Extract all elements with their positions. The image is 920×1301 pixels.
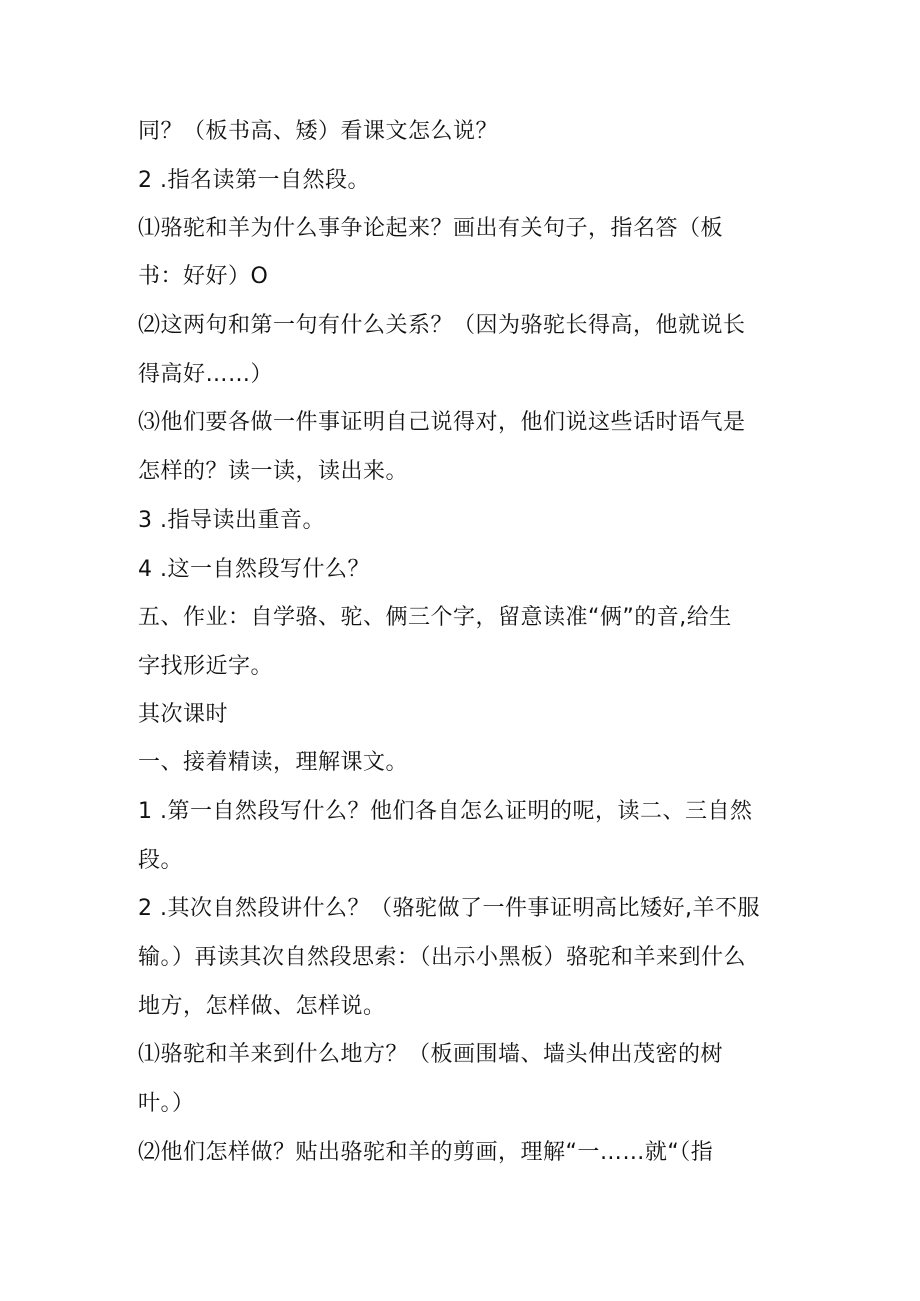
text-line-4: 书：好好）O — [138, 264, 269, 289]
text-line-15: 1 .第一自然段写什么？他们各自怎么证明的呢，读二、三自然 — [138, 799, 753, 824]
text-line-21: 叶。） — [138, 1091, 195, 1116]
text-line-1: 同？（板书高、矮）看课文怎么说？ — [138, 119, 499, 144]
text-line-2: 2 .指名读第一自然段。 — [138, 168, 370, 193]
text-line-10: 4 .这一自然段写什么？ — [138, 557, 370, 582]
text-line-8: 怎样的？读一读，读出来。 — [138, 459, 409, 484]
text-line-12: 字找形近字。 — [138, 654, 274, 679]
text-line-6: 得高好……） — [138, 362, 274, 387]
text-line-22: ⑵他们怎样做？贴出骆驼和羊的剪画，理解“一……就“（指 — [138, 1140, 714, 1165]
section-heading: 其次课时 — [138, 702, 229, 727]
text-line-5: ⑵这两句和第一句有什么关系？（因为骆驼长得高，他就说长 — [138, 313, 746, 338]
text-line-14: 一、接着精读，理解课文。 — [138, 750, 409, 775]
text-line-20: ⑴骆驼和羊来到什么地方？（板画围墙、墙头伸出茂密的树 — [138, 1042, 724, 1067]
text-line-11: 五、作业：自学骆、驼、俩三个字，留意读准“俩”的音,给生 — [138, 605, 732, 630]
text-line-9: 3 .指导读出重音。 — [138, 508, 325, 533]
text-line-16: 段。 — [138, 848, 184, 873]
text-line-7: ⑶他们要各做一件事证明自己说得对，他们说这些话时语气是 — [138, 410, 746, 435]
text-line-3: ⑴骆驼和羊为什么事争论起来？画出有关句子，指名答（板 — [138, 216, 724, 241]
text-line-17: 2 .其次自然段讲什么？（骆驼做了一件事证明高比矮好,羊不服 — [138, 896, 760, 921]
text-line-19: 地方，怎样做、怎样说。 — [138, 994, 386, 1019]
text-line-18: 输。）再读其次自然段思索：（出示小黑板）骆驼和羊来到什么 — [138, 945, 747, 970]
